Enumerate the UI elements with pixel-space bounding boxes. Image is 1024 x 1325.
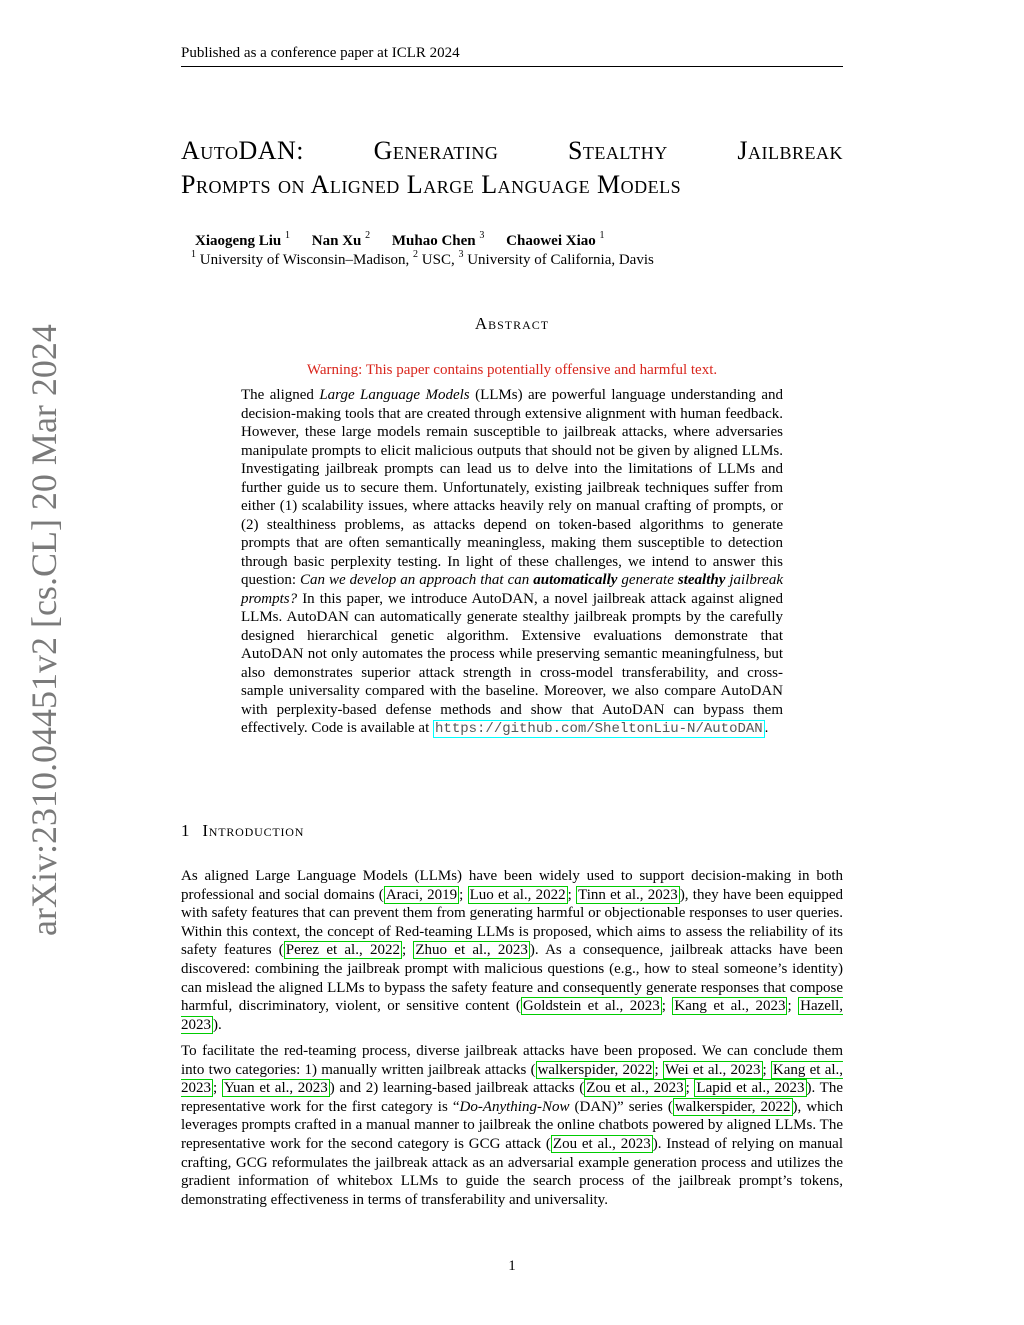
author: Xiaogeng Liu $^1$ (195, 230, 291, 249)
citation-link[interactable]: walkerspider, 2022 (537, 1061, 653, 1078)
citation-link[interactable]: Zhuo et al., 2023 (415, 942, 528, 959)
citation-link[interactable]: Wei et al., 2023 (664, 1061, 761, 1078)
content-warning: Warning: This paper contains potentially offensive and harmful text. (306, 362, 718, 378)
citation-link[interactable]: Araci, 2019 (385, 886, 458, 903)
section-number: 1 (181, 821, 191, 840)
citation-link[interactable]: Hazell, 2023 (181, 998, 843, 1033)
title-line-2: Prompts on Aligned Large Language Models (181, 170, 682, 199)
citation-link[interactable]: walkerspider, 2022 (674, 1098, 791, 1115)
title-word: Stealthy (567, 136, 668, 165)
citation-link[interactable]: Zou et al., 2023 (552, 1135, 651, 1152)
research-question: Can we develop an approach that can automatically generate stealthy jailbreak prompts? (241, 572, 783, 607)
citation-link[interactable]: Yuan et al., 2023 (223, 1080, 328, 1097)
arxiv-identifier: arXiv:2310.04451v2 [cs.CL] 20 Mar 2024 (24, 324, 64, 936)
citation-link[interactable]: Tinn et al., 2023 (578, 886, 678, 903)
affiliation-list: $^1$ University of Wisconsin–Madison, $^2$ USC, $^3$ University of California, Davis (191, 249, 654, 268)
citation-link[interactable]: Perez et al., 2022 (285, 942, 400, 959)
intro-paragraph-1: As aligned Large Language Models (LLMs) have been widely used to support decision-making in both professional and social domains ( Araci, 2019 ; Luo et al., 2022 ; Tinn et al., 2023 ), they have been equipped with safety features that can prevent them from generating harmful or objectionable responses to user queries. Within this context, the concept of Red-teaming LLMs is proposed, which aims to assess the reliability of its safety features ( Perez et al., 2022 ; Zhuo et al., 2023 ). As a consequence, jailbreak attacks have been discovered: combining the jailbreak prompt with malicious questions (e.g., how to steal someone’s identity) can mislead the aligned LLMs to bypass the safety feature and consequently generate responses that compose harmful, discriminatory, violent, or sensitive content ( Goldstein et al., 2023 ; Kang et al., 2023 ; Hazell, 2023 ). (181, 868, 844, 1033)
intro-paragraph-2: To facilitate the red-teaming process, diverse jailbreak attacks have been proposed. We can conclude them into two categories: 1) manually written jailbreak attacks ( walkerspider, 2022 ; Wei et al., 2023 ; Kang et al., 2023 ; Yuan et al., 2023 ) and 2) learning-based jailbreak attacks ( Zou et al., 2023 ; Lapid et al., 2023 ). The representative work for the first category is “Do-Anything-Now (DAN)” series ( walkerspider, 2022 ), which leverages prompts crafted in a manual manner to jailbreak the online chatbots powered by aligned LLMs. The representative work for the second category is GCG attack ( Zou et al., 2023 ). Instead of relying on manual crafting, GCG reformulates the jailbreak attack as an adversarial example generation process and utilizes the gradient information of whitebox LLMs to guide the search process of the jailbreak prompt’s tokens, demonstrating effectiveness in terms of transferability and universality. (181, 1043, 844, 1208)
paper-title (181, 134, 843, 202)
citation-link[interactable]: Zou et al., 2023 (586, 1080, 684, 1097)
author: Muhao Chen $^3$ (391, 230, 485, 249)
title-word: AutoDAN: (181, 136, 304, 165)
page-number: 1 (508, 1258, 516, 1274)
abstract-text: The aligned Large Language Models (LLMs) are powerful language understanding and decision-making tools that are created through extensive alignment with human feedback. However, these large models remain susceptible to jailbreak attacks, where adversaries manipulate prompts to elicit malicious outputs that should not be given by aligned LLMs. Investigating jailbreak prompts can lead us to delve into the limitations of LLMs and further guide us to secure them. Unfortunately, existing jailbreak techniques suffer from either (1) scalability issues, where attacks heavily rely on manual crafting of prompts, or (2) stealthiness problems, as attacks depend on token-based algorithms to generate prompts that are often semantically meaningless, making them susceptible to detection through basic perplexity testing. In light of these challenges, we intend to answer this question: Can we develop an approach that can automatically generate stealthy jailbreak prompts? In this paper, we introduce AutoDAN, a novel jailbreak attack against aligned LLMs. AutoDAN can automatically generate stealthy jailbreak prompts by the carefully designed hierarchical genetic algorithm. Extensive evaluations demonstrate that AutoDAN not only automates the process while preserving semantic meaningfulness, but also demonstrates superior attack strength in cross-model transferability, and cross-sample universality compared with the baseline. Moreover, we also compare AutoDAN with perplexity-based defense methods and show that AutoDAN can bypass them effectively. Code is available at https://github.com/SheltonLiu-N/AutoDAN . (241, 387, 783, 737)
affiliation: University of California, Davis (467, 252, 654, 268)
title-word: Generating (373, 136, 499, 165)
affiliation: USC, (421, 252, 455, 268)
running-header (181, 44, 843, 67)
citation-link[interactable]: Lapid et al., 2023 (696, 1080, 805, 1097)
venue-line: Published as a conference paper at ICLR 2024 (181, 45, 460, 61)
citation-link[interactable]: Kang et al., 2023 (181, 1061, 844, 1097)
author: Chaowei Xiao $^1$ (506, 230, 605, 249)
section-heading-introduction (181, 821, 304, 841)
citation-link[interactable]: Kang et al., 2023 (674, 998, 786, 1015)
author: Nan Xu $^2$ (311, 230, 371, 249)
citation-link[interactable]: Goldstein et al., 2023 (522, 998, 660, 1015)
abstract-heading: Abstract (474, 314, 550, 333)
citation-link[interactable]: Luo et al., 2022 (469, 886, 566, 903)
affiliation: University of Wisconsin–Madison, (199, 252, 410, 268)
title-word: Jailbreak (737, 136, 843, 165)
code-repository-link[interactable]: https://github.com/SheltonLiu-N/AutoDAN (435, 721, 763, 737)
section-title: Introduction (202, 821, 305, 840)
title-line-1 (181, 134, 843, 168)
